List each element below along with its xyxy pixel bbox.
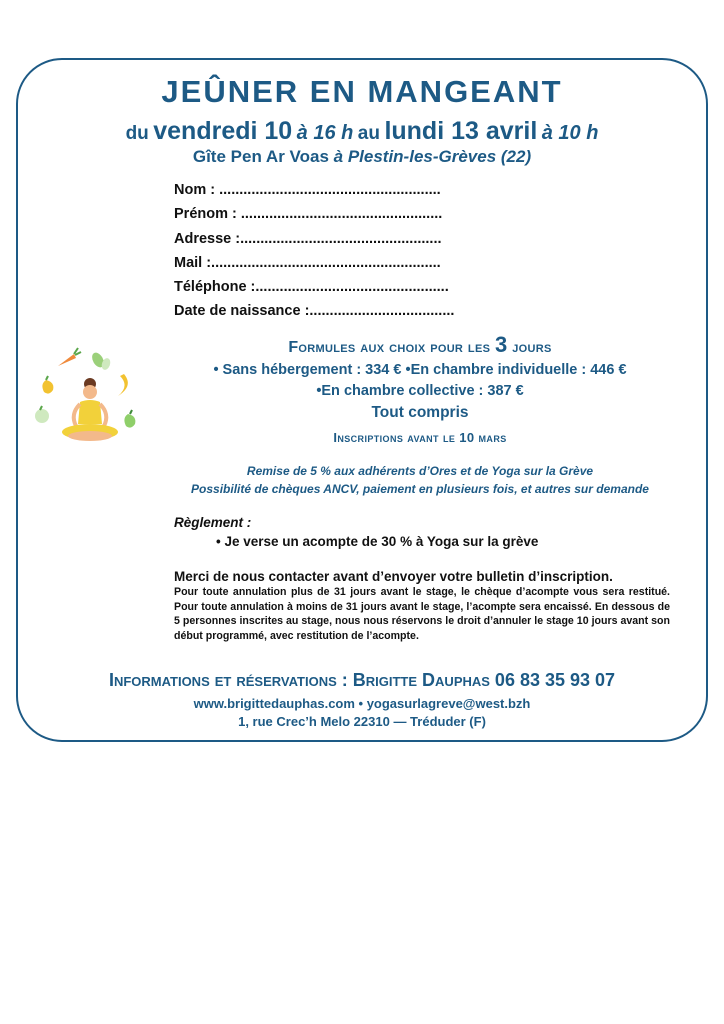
formules-heading-end: jours xyxy=(512,339,552,356)
dates-au: au xyxy=(357,123,380,144)
remise-note: Remise de 5 % aux adhérents d’Ores et de Yoga sur la Grève xyxy=(246,464,594,478)
venue-location: à Plestin-les-Grèves (22) xyxy=(333,147,532,166)
meditating-woman-icon xyxy=(62,378,118,441)
price-line-2: •En chambre collective : 387 € xyxy=(316,383,524,399)
cancellation-conditions: Pour toute annulation plus de 31 jours avant le stage, le chèque d’acompte vous sera restitué. Pour toute annulation à moins de 31 jours avant le stage, l’acompte sera encaissé. En dessous de 5 personnes inscrites au stage, nous nous réservons le droit d’annuler le stage 10 jours avant son début programmé, avec restitution de l’acompte. xyxy=(174,586,670,642)
tout-compris: Tout compris xyxy=(371,404,469,421)
form-field-date-naissance[interactable]: Date de naissance :.................................... xyxy=(174,303,455,320)
carrot-icon xyxy=(58,348,81,366)
form-field-prenom[interactable]: Prénom : .................................................. xyxy=(174,206,443,223)
dates-start-time: à 16 h xyxy=(296,122,354,144)
venue-gite: Gîte Pen Ar Voas xyxy=(192,147,329,166)
contact-info: Informations et réservations : Brigitte Dauphas 06 83 35 93 07 xyxy=(108,670,616,690)
yoga-vegetables-illustration xyxy=(28,340,156,452)
leaf-icon xyxy=(90,351,112,371)
inscriptions-deadline: Inscriptions avant le 10 mars xyxy=(333,430,507,445)
price-line-1: • Sans hébergement : 334 € •En chambre individuelle : 446 € xyxy=(213,362,627,378)
dates-end-time: à 10 h xyxy=(541,122,599,144)
apple-icon xyxy=(35,406,49,423)
dates-end-day: lundi 13 avril xyxy=(384,117,538,145)
contact-address: 1, rue Crec’h Melo 22310 — Tréduder (F) xyxy=(238,714,486,729)
green-pepper-icon xyxy=(124,410,135,428)
cheques-note: Possibilité de chèques ANCV, paiement en plusieurs fois, et autres sur demande xyxy=(191,482,649,496)
event-venue xyxy=(0,147,724,167)
event-dates xyxy=(0,117,724,146)
contact-web-email[interactable]: www.brigittedauphas.com • yogasurlagreve@west.bzh xyxy=(193,696,531,711)
banana-icon xyxy=(118,374,128,396)
formules-heading xyxy=(170,332,670,358)
merci-text: Merci de nous contacter avant d’envoyer votre bulletin d’inscription. xyxy=(174,569,613,584)
reglement-item: • Je verse un acompte de 30 % à Yoga sur la grève xyxy=(216,534,539,549)
form-field-telephone[interactable]: Téléphone :................................................ xyxy=(174,279,449,296)
dates-du: du xyxy=(125,123,149,144)
dates-start-day: vendredi 10 xyxy=(153,117,293,145)
form-field-nom[interactable]: Nom : ....................................................... xyxy=(174,182,441,198)
formules-heading-text: Formules aux choix pour les xyxy=(288,339,491,356)
reglement-label: Règlement : xyxy=(174,515,252,530)
form-field-mail[interactable]: Mail :......................................................... xyxy=(174,254,441,271)
registration-form xyxy=(174,178,454,324)
page-title: JEÛNER EN MANGEANT xyxy=(161,74,563,109)
pepper-icon xyxy=(42,376,53,394)
formules-days: 3 xyxy=(494,332,508,357)
form-field-adresse[interactable]: Adresse :.................................................. xyxy=(174,230,442,247)
